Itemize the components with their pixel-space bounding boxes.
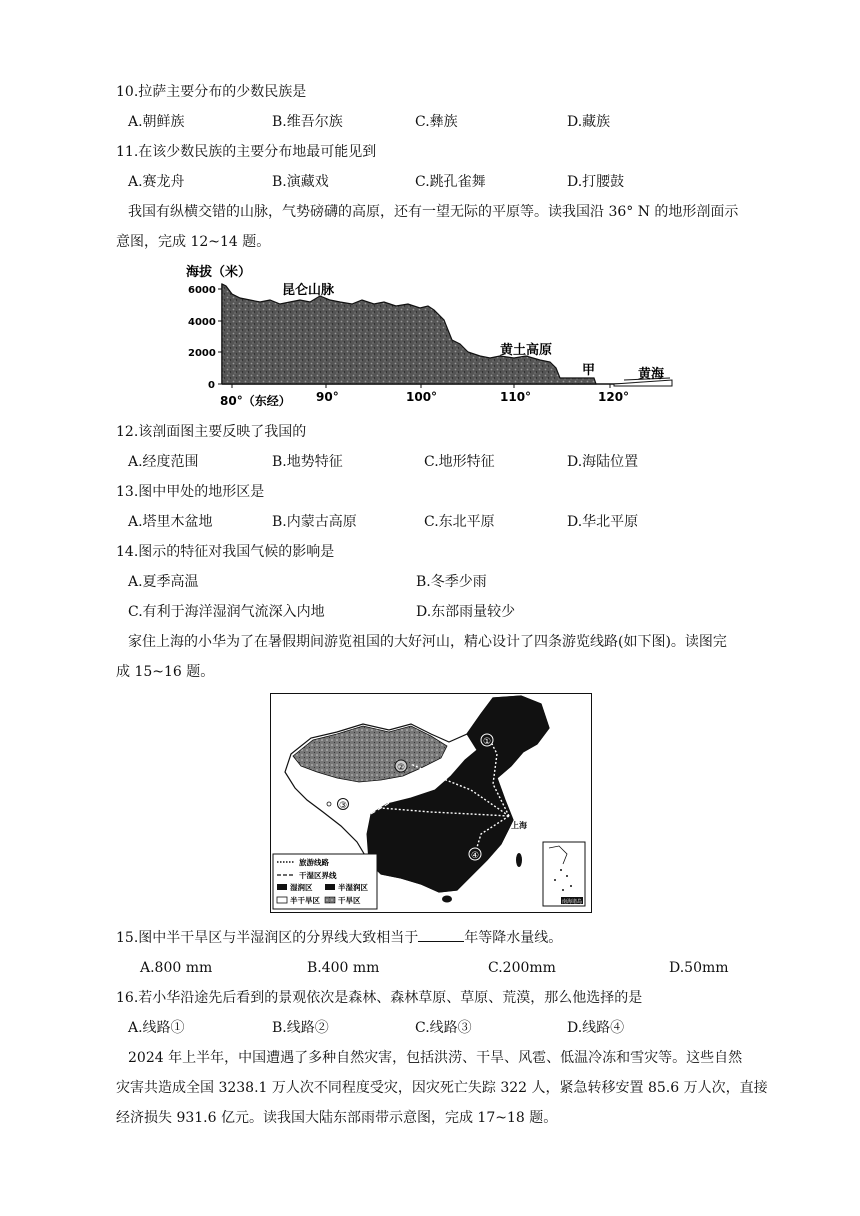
x-tick-label: 110° [500, 390, 532, 404]
q10-stem: 10.拉萨主要分布的少数民族是 [116, 84, 307, 100]
q11-option-a[interactable]: A.赛龙舟 [128, 174, 185, 190]
q12-option-a[interactable]: A.经度范围 [128, 454, 199, 470]
q15-option-c[interactable]: C.200mm [488, 960, 556, 976]
q11-stem: 11.在该少数民族的主要分布地最可能见到 [116, 144, 377, 160]
q11-option-d[interactable]: D.打腰鼓 [567, 174, 625, 190]
intro-paragraph-2-line-1: 家住上海的小华为了在暑假期间游览祖国的大好河山，精心设计了四条游览线路(如下图)。读图完 [128, 634, 727, 650]
legend-semiarid: 半干旱区 [290, 896, 320, 905]
legend-humid: 湿润区 [290, 883, 313, 892]
q15-stem-text-a: 15.图中半干旱区与半湿润区的分界线大致相当于 [116, 930, 419, 946]
terrain-profile-shape [222, 284, 596, 384]
q16-option-a[interactable]: A.线路① [128, 1020, 185, 1036]
legend-semihumid: 半湿润区 [338, 883, 368, 892]
intro-paragraph-1-line-1: 我国有纵横交错的山脉，气势磅礴的高原，还有一望无际的平原等。读我国沿 36° N 的地形剖面示 [128, 204, 739, 220]
q13-option-b[interactable]: B.内蒙古高原 [272, 514, 357, 530]
q16-option-c[interactable]: C.线路③ [415, 1020, 472, 1036]
q14-stem: 14.图示的特征对我国气候的影响是 [116, 544, 335, 560]
q16-option-b[interactable]: B.线路② [272, 1020, 329, 1036]
x-tick-label: 120° [598, 390, 630, 404]
label-loess-plateau: 黄土高原 [500, 343, 553, 358]
q14-option-c[interactable]: C.有利于海洋湿润气流深入内地 [128, 604, 325, 620]
south-china-sea-inset [543, 842, 585, 906]
x-tick-label: 80°（东经） [220, 394, 291, 408]
legend-boundary: 干湿区界线 [299, 871, 337, 880]
y-tick-label: 4000 [188, 317, 216, 328]
legend-route: 旅游线路 [299, 858, 329, 867]
x-tick-label: 90° [316, 390, 339, 404]
q15-stem [116, 928, 562, 948]
x-tick-label: 100° [406, 390, 438, 404]
inset-label: 南海诸岛 [561, 899, 583, 905]
q14-option-d[interactable]: D.东部雨量较少 [416, 604, 516, 620]
q12-option-b[interactable]: B.地势特征 [272, 454, 343, 470]
route-label-2: ② [396, 763, 406, 773]
intro-paragraph-1-line-2: 意图，完成 12~14 题。 [116, 234, 271, 250]
intro-paragraph-2-line-2: 成 15~16 题。 [116, 664, 215, 680]
profile-y-label: 海拔（米） [186, 265, 252, 280]
q13-option-d[interactable]: D.华北平原 [567, 514, 639, 530]
route-label-1: ① [482, 737, 492, 747]
label-shanghai: 上海 [511, 821, 527, 830]
q12-stem: 12.该剖面图主要反映了我国的 [116, 424, 307, 440]
q10-option-b[interactable]: B.维吾尔族 [272, 114, 343, 130]
intro-paragraph-3-line-1: 2024 年上半年，中国遭遇了多种自然灾害，包括洪涝、干旱、风雹、低温冷冻和雪灾等。这些自然 [128, 1050, 743, 1066]
y-tick-label: 2000 [188, 348, 216, 359]
q15-option-d[interactable]: D.50mm [669, 960, 729, 976]
q13-stem: 13.图中甲处的地形区是 [116, 484, 265, 500]
intro-paragraph-3-line-3: 经济损失 931.6 亿元。读我国大陆东部雨带示意图，完成 17~18 题。 [116, 1110, 558, 1126]
q10-option-a[interactable]: A.朝鲜族 [128, 114, 185, 130]
q10-option-d[interactable]: D.藏族 [567, 114, 611, 130]
q16-option-d[interactable]: D.线路④ [567, 1020, 625, 1036]
label-kunlun: 昆仑山脉 [282, 283, 335, 298]
q15-option-a[interactable]: A.800 mm [140, 960, 213, 976]
route-label-4: ④ [470, 851, 480, 861]
q13-option-c[interactable]: C.东北平原 [424, 514, 495, 530]
q15-option-b[interactable]: B.400 mm [307, 960, 380, 976]
q13-option-a[interactable]: A.塔里木盆地 [128, 514, 213, 530]
terrain-profile-figure [184, 260, 674, 410]
y-tick-label: 0 [208, 380, 215, 391]
q14-option-b[interactable]: B.冬季少雨 [416, 574, 487, 590]
legend-arid: 干旱区 [338, 896, 361, 905]
q12-option-d[interactable]: D.海陆位置 [567, 454, 639, 470]
q10-option-c[interactable]: C.彝族 [415, 114, 458, 130]
intro-paragraph-3-line-2: 灾害共造成全国 3238.1 万人次不同程度受灾，因灾死亡失踪 322 人，紧急转移安置 85.6 万人次，直接 [116, 1080, 768, 1096]
q16-stem: 16.若小华沿途先后看到的景观依次是森林、森林草原、草原、荒漠，那么他选择的是 [116, 990, 643, 1006]
q14-option-a[interactable]: A.夏季高温 [128, 574, 199, 590]
label-jia: 甲 [582, 363, 596, 378]
q11-option-c[interactable]: C.跳孔雀舞 [415, 174, 486, 190]
label-yellow-sea: 黄海 [638, 367, 665, 382]
q15-answer-blank[interactable] [418, 928, 464, 942]
route-label-3: ③ [338, 801, 348, 811]
q11-option-b[interactable]: B.演藏戏 [272, 174, 329, 190]
q15-stem-text-b: 年等降水量线。 [464, 930, 563, 946]
q12-option-c[interactable]: C.地形特征 [424, 454, 495, 470]
china-travel-routes-map [270, 693, 592, 913]
y-tick-label: 6000 [188, 285, 216, 296]
